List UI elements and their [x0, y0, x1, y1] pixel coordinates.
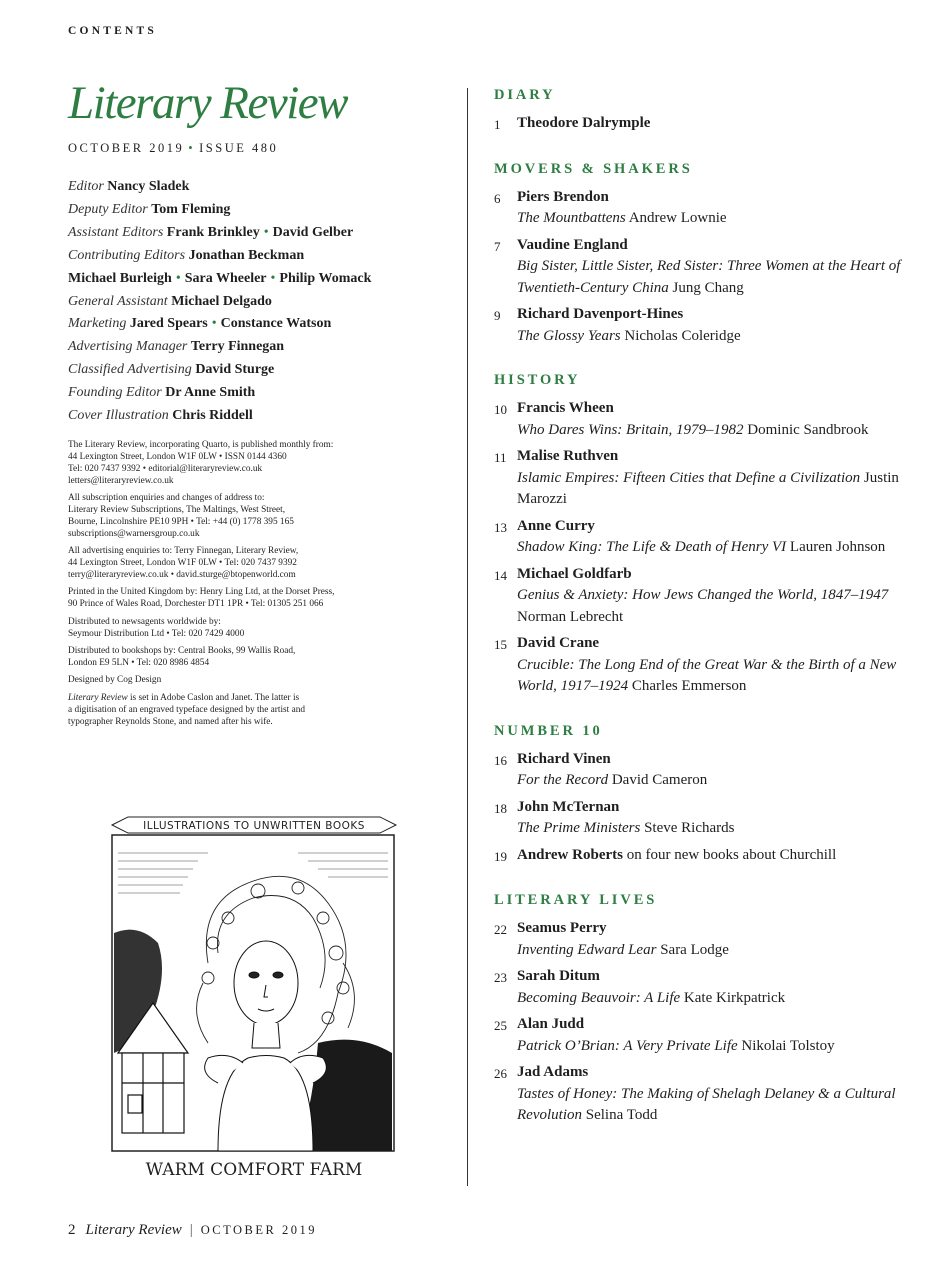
section-heading: LITERARY LIVES [494, 892, 658, 908]
staff-line [68, 199, 448, 222]
imprint-paragraph [68, 440, 448, 488]
bullet-separator: • [211, 316, 217, 332]
imprint-line: The Literary Review, incorporating Quarto, is published monthly from: [68, 440, 334, 450]
contents-entry[interactable] [494, 966, 924, 1009]
imprint-line: letters@literaryreview.co.uk [68, 475, 174, 486]
contents-section [494, 889, 924, 1127]
staff-name: Chris Riddell [172, 408, 253, 424]
book-title: For the Record [517, 772, 609, 788]
reviewer-name: Malise Ruthven [517, 448, 619, 464]
page-ref: 22 [494, 922, 507, 937]
imprint-line: Seymour Distribution Ltd • Tel: 020 7429 4000 [68, 628, 245, 639]
reviewer-name: Piers Brendon [517, 188, 609, 205]
reviewer-name: Francis Wheen [517, 400, 614, 416]
reviewer-name: Jad Adams [517, 1064, 589, 1080]
page-ref: 15 [494, 637, 507, 652]
contents-entry[interactable] [494, 797, 924, 840]
masthead-logo: Literary Review [68, 77, 348, 129]
staff-name: Nancy Sladek [107, 179, 190, 194]
staff-line [68, 382, 448, 405]
entry-body [517, 564, 924, 629]
contents-entry[interactable] [494, 235, 924, 300]
section-heading: DIARY [494, 87, 556, 103]
reviewer-name: Vaudine England [517, 236, 628, 253]
page-ref: 1 [494, 117, 501, 132]
section-heading: HISTORY [494, 372, 581, 388]
entry-body [517, 398, 869, 441]
typeface-note-line: is set in Adobe Caslon and Janet. The latter is [127, 692, 300, 703]
book-author: Norman Lebrecht [517, 608, 624, 625]
staff-line [68, 176, 448, 199]
reviewer-name: Anne Curry [517, 517, 595, 534]
entry-body [517, 918, 729, 961]
imprint-paragraph [68, 546, 448, 582]
issue-line: OCTOBER 2019 • ISSUE 480 [68, 141, 279, 155]
book-title: The Glossy Years [517, 327, 621, 344]
typeface-note-line: a digitisation of an engraved typeface designed by the artist and [68, 704, 305, 715]
book-title: Who Dares Wins: Britain, 1979–1982 [517, 421, 744, 438]
contents-section [494, 369, 924, 698]
staff-line [68, 313, 448, 336]
contents-entry[interactable] [494, 918, 924, 961]
contents-entry[interactable] [494, 446, 924, 511]
contents-entry[interactable] [494, 633, 924, 698]
imprint-line: Distributed to bookshops by: Central Books, 99 Wallis Road, [68, 646, 296, 657]
staff-name: Dr Anne Smith [165, 385, 256, 401]
book-author: David Cameron [611, 772, 708, 788]
staff-role: General Assistant [68, 293, 168, 309]
issue-number: ISSUE 480 [199, 141, 279, 155]
entry-body [517, 113, 650, 136]
staff-name: Michael Burleigh [68, 270, 172, 286]
typeface-note-line: typographer Reynolds Stone, and named after his wife. [68, 716, 273, 727]
book-author: Nikolai Tolstoy [741, 1037, 835, 1054]
issue-date: OCTOBER 2019 [68, 141, 185, 155]
staff-line [68, 291, 448, 314]
staff-role: Deputy Editor [68, 201, 148, 217]
entry-body [517, 187, 727, 230]
reviewer-name: David Crane [517, 635, 600, 651]
book-author: Kate Kirkpatrick [683, 989, 786, 1006]
book-title: Tastes of Honey: The Making of Shelagh Delaney & a Cultural Revolution [517, 1085, 896, 1123]
staff-name: Philip Womack [279, 270, 372, 286]
bullet-separator: • [175, 270, 181, 286]
entry-suffix: on four new books about Churchill [622, 846, 837, 863]
section-heading: NUMBER 10 [494, 722, 603, 739]
book-author: Dominic Sandbrook [747, 421, 869, 438]
imprint-line: London E9 5LN • Tel: 020 8986 4854 [68, 658, 210, 668]
imprint-paragraph [68, 617, 448, 641]
reviewer-name: Richard Davenport-Hines [517, 306, 684, 322]
staff-line [68, 336, 448, 359]
staff-name: Jonathan Beckman [188, 247, 305, 263]
imprint-line: Literary Review Subscriptions, The Maltings, West Street, [68, 505, 286, 516]
reviewer-name: Seamus Perry [517, 920, 607, 936]
staff-role: Marketing [68, 316, 127, 332]
cover-illustration [98, 813, 410, 1183]
book-author: Nicholas Coleridge [624, 327, 741, 344]
imprint-line: 44 Lexington Street, London W1F 0LW • Tel: 020 7437 9392 [68, 558, 297, 569]
entry-body [517, 1014, 835, 1057]
page-ref: 6 [494, 190, 501, 206]
staff-role: Assistant Editors [68, 224, 164, 240]
staff-role: Classified Advertising [68, 362, 192, 378]
book-title: The Mountbattens [517, 210, 626, 226]
imprint-line: All subscription enquiries and changes of address to: [68, 493, 265, 504]
book-title: Islamic Empires: Fifteen Cities that Define a Civilization [517, 469, 861, 486]
imprint-line: Designed by Cog Design [68, 675, 162, 686]
imprint-line: Bourne, Lincolnshire PE10 9PH • Tel: +44 (0) 1778 395 165 [68, 516, 294, 527]
page-ref: 9 [494, 308, 501, 323]
contents-entry[interactable] [494, 564, 924, 629]
contents-entry[interactable] [494, 304, 924, 347]
staff-line [68, 405, 448, 428]
staff-role: Advertising Manager [68, 339, 188, 355]
contents-entry[interactable] [494, 1062, 924, 1127]
footer-magazine: Literary Review [85, 1222, 182, 1238]
staff-list [68, 176, 448, 428]
staff-name: Constance Watson [220, 316, 332, 332]
book-author: Andrew Lownie [628, 210, 727, 226]
reviewer-name: Richard Vinen [517, 750, 611, 767]
page-ref: 23 [494, 970, 507, 985]
page-ref: 19 [494, 848, 507, 864]
entry-body [517, 797, 734, 840]
page-ref: 11 [494, 450, 507, 465]
staff-name: Jared Spears [129, 316, 208, 332]
book-author: Steve Richards [644, 820, 735, 836]
contents-label: CONTENTS [68, 25, 158, 37]
contents-entry[interactable] [494, 845, 924, 868]
imprint-paragraph [68, 675, 448, 687]
imprint-line: All advertising enquiries to: Terry Finnegan, Literary Review, [68, 546, 299, 557]
imprint-line: 90 Prince of Wales Road, Dorchester DT1 1PR • Tel: 01305 251 066 [68, 599, 324, 610]
book-author: Selina Todd [585, 1107, 658, 1123]
page-ref: 26 [494, 1066, 507, 1081]
reviewer-name: Michael Goldfarb [517, 565, 632, 582]
contents-entry[interactable] [494, 398, 924, 441]
footer-date: OCTOBER 2019 [200, 1223, 317, 1237]
entry-body [517, 446, 924, 511]
book-author: Charles Emmerson [631, 678, 747, 694]
imprint-line: Printed in the United Kingdom by: Henry Ling Ltd, at the Dorset Press, [68, 587, 335, 598]
staff-role: Editor [68, 179, 104, 194]
imprint-paragraph [68, 493, 448, 541]
contents-entry[interactable] [494, 113, 924, 136]
reviewer-name: Alan Judd [517, 1016, 585, 1032]
page-ref: 10 [494, 402, 507, 417]
staff-line [68, 268, 448, 291]
bullet-separator: • [270, 270, 276, 286]
typeface-note [68, 693, 448, 729]
book-author: Sara Lodge [660, 941, 729, 958]
footer-separator: | [189, 1222, 193, 1238]
book-title: Big Sister, Little Sister, Red Sister: Three Women at the Heart of Twentieth-Century China [517, 258, 901, 296]
entry-body [517, 749, 707, 792]
contents-entry[interactable] [494, 1014, 924, 1057]
book-author: Lauren Johnson [789, 539, 886, 555]
typeface-note-title: Literary Review [68, 692, 128, 703]
imprint-line: 44 Lexington Street, London W1F 0LW • ISSN 0144 4360 [68, 451, 287, 462]
entry-body [517, 1062, 924, 1127]
book-title: Crucible: The Long End of the Great War & the Birth of a New World, 1917–1924 [517, 656, 897, 694]
book-title: Genius & Anxiety: How Jews Changed the World, 1847–1947 [517, 587, 889, 603]
staff-name: Terry Finnegan [190, 339, 285, 355]
contents-section [494, 158, 924, 348]
page-ref: 25 [494, 1018, 507, 1033]
book-title: The Prime Ministers [517, 820, 641, 836]
contents-entry[interactable] [494, 749, 924, 792]
book-author: Justin Marozzi [517, 469, 899, 507]
section-heading: MOVERS & SHAKERS [494, 160, 693, 177]
entry-body [517, 845, 836, 868]
contents-section [494, 84, 924, 136]
entry-body [517, 516, 885, 559]
face [234, 941, 298, 1025]
illustration-caption: WARM COMFORT FARM [145, 1160, 363, 1180]
book-author: Jung Chang [672, 279, 744, 296]
banner-text: ILLUSTRATIONS TO UNWRITTEN BOOKS [143, 820, 365, 832]
contents-list [494, 84, 924, 1149]
book-title: Becoming Beauvoir: A Life [517, 989, 681, 1006]
page-ref: 18 [494, 800, 507, 816]
staff-role: Cover Illustration [68, 408, 169, 424]
entry-body [517, 235, 924, 300]
reviewer-name: Andrew Roberts [517, 846, 623, 863]
staff-line [68, 222, 448, 245]
imprint-line: terry@literaryreview.co.uk • david.sturge@btopenworld.com [68, 570, 296, 581]
entry-body [517, 633, 924, 698]
imprint-block [68, 440, 448, 734]
staff-role: Contributing Editors [68, 247, 186, 263]
page-ref: 7 [494, 238, 501, 254]
staff-line [68, 359, 448, 382]
imprint-paragraph [68, 646, 448, 670]
book-title: Patrick O’Brian: A Very Private Life [517, 1037, 738, 1054]
reviewer-name: Sarah Ditum [517, 968, 600, 984]
contents-section [494, 720, 924, 868]
staff-name: Sara Wheeler [184, 270, 267, 286]
staff-name: David Gelber [272, 224, 354, 240]
page-ref: 16 [494, 752, 507, 768]
reviewer-name: John McTernan [517, 798, 620, 815]
entry-body [517, 966, 785, 1009]
staff-name: Michael Delgado [171, 293, 272, 309]
book-title: Shadow King: The Life & Death of Henry VI [517, 539, 787, 555]
imprint-line: Distributed to newsagents worldwide by: [68, 616, 221, 627]
imprint-line: subscriptions@warnersgroup.co.uk [68, 528, 200, 539]
page-ref: 14 [494, 567, 507, 583]
staff-name: Tom Fleming [151, 201, 231, 217]
contents-entry[interactable] [494, 516, 924, 559]
page-footer [68, 1222, 317, 1239]
staff-role: Founding Editor [68, 385, 162, 401]
contents-entry[interactable] [494, 187, 924, 230]
book-title: Inventing Edward Lear [517, 941, 657, 958]
column-divider [467, 88, 468, 1186]
entry-body [517, 304, 741, 347]
reviewer-name: Theodore Dalrymple [517, 115, 651, 131]
page-number: 2 [68, 1222, 76, 1238]
staff-name: Frank Brinkley [166, 224, 260, 240]
illustration-banner [112, 817, 396, 833]
page-ref: 13 [494, 519, 507, 535]
imprint-line: Tel: 020 7437 9392 • editorial@literaryreview.co.uk [68, 463, 263, 474]
staff-name: David Sturge [195, 362, 275, 378]
staff-line [68, 245, 448, 268]
imprint-paragraph [68, 587, 448, 611]
bullet-separator: • [263, 224, 269, 240]
